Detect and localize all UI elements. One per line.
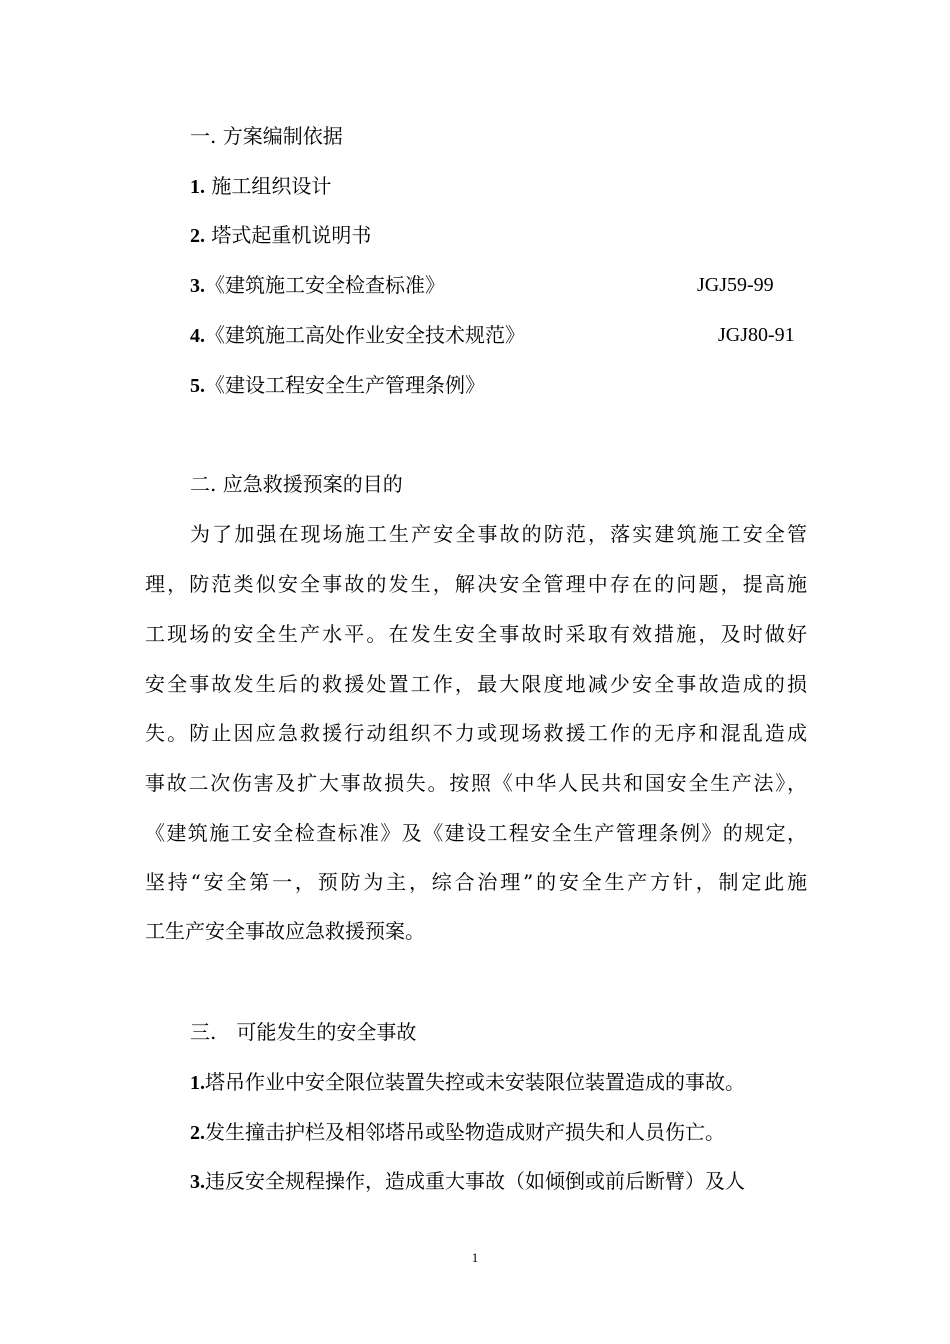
item-text: 《建筑施工安全检查标准》 (205, 273, 445, 297)
paragraph-line: 工生产安全事故应急救援预案。 (145, 919, 425, 943)
section1-item-2 (190, 222, 852, 249)
item-text: 塔吊作业中安全限位装置失控或未安装限位装置造成的事故。 (205, 1070, 745, 1094)
section3-item-3 (190, 1168, 852, 1195)
item-text: 《建筑施工高处作业安全技术规范》 (205, 323, 525, 347)
item-number: 2. (190, 1122, 205, 1144)
item-number: 4. (190, 325, 205, 347)
item-number: 1. (190, 1072, 205, 1094)
paragraph-line: 失。防止因应急救援行动组织不力或现场救援工作的无序和混乱造成 (145, 721, 807, 745)
paragraph-line: 理，防范类似安全事故的发生，解决安全管理中存在的问题，提高施 (145, 572, 807, 596)
paragraph-line: 《建筑施工安全检查标准》及《建设工程安全生产管理条例》的规定， (145, 821, 807, 845)
item-number: 1. (190, 176, 205, 198)
section1-heading: 一. 方案编制依据 (190, 124, 343, 148)
standard-code: JGJ80-91 (718, 324, 795, 346)
item-text: 塔式起重机说明书 (205, 223, 372, 247)
item-number: 5. (190, 375, 205, 397)
paragraph-line: 事故二次伤害及扩大事故损失。按照《中华人民共和国安全生产法》， (145, 771, 807, 795)
item-text: 《建设工程安全生产管理条例》 (205, 373, 485, 397)
item-number: 3. (190, 1171, 205, 1193)
section2-heading: 二. 应急救援预案的目的 (190, 472, 403, 496)
item-number: 3. (190, 275, 205, 297)
paragraph-line: 工现场的安全生产水平。在发生安全事故时采取有效措施，及时做好 (145, 622, 807, 646)
paragraph-line: 为了加强在现场施工生产安全事故的防范，落实建筑施工安全管 (190, 522, 807, 546)
item-text: 施工组织设计 (205, 174, 332, 198)
page-number: 1 (471, 1250, 479, 1265)
item-number: 2. (190, 225, 205, 247)
section3-item-1 (190, 1069, 852, 1096)
paragraph-line: 安全事故发生后的救援处置工作，最大限度地减少安全事故造成的损 (145, 672, 807, 696)
section1-item-5 (190, 372, 852, 399)
section3-item-2 (190, 1119, 852, 1146)
section1-item-1 (190, 173, 852, 200)
section3-heading: 三. 可能发生的安全事故 (190, 1020, 417, 1044)
item-text: 发生撞击护栏及相邻塔吊或坠物造成财产损失和人员伤亡。 (205, 1120, 725, 1144)
item-text: 违反安全规程操作，造成重大事故（如倾倒或前后断臂）及人 (205, 1169, 745, 1193)
paragraph-line: 坚持“安全第一，预防为主，综合治理”的安全生产方针，制定此施 (145, 870, 807, 894)
standard-code: JGJ59-99 (697, 274, 774, 296)
